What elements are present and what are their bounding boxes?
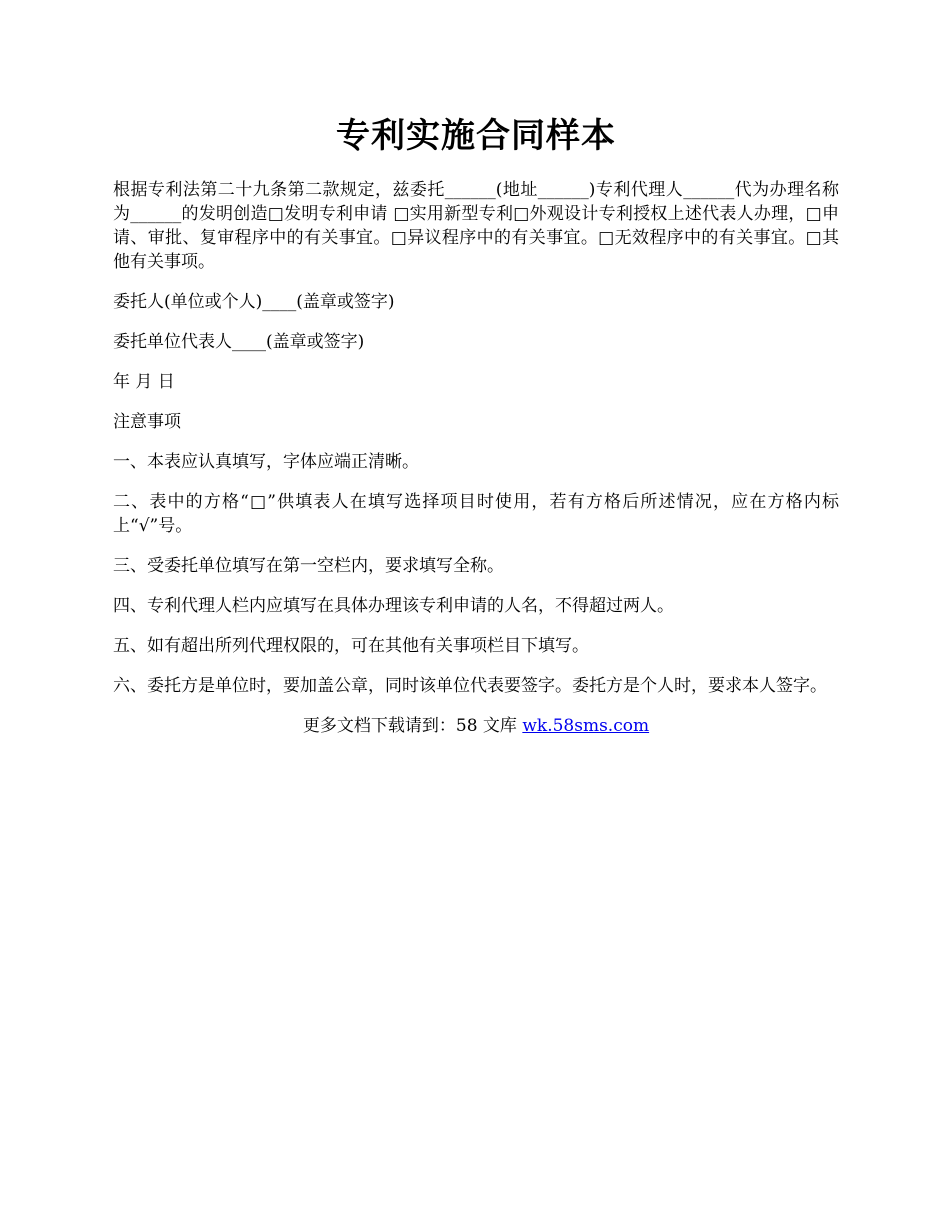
representative-signature-line: 委托单位代表人____(盖章或签字) (113, 332, 365, 352)
note-item-6: 六、委托方是单位时，要加盖公章，同时该单位代表要签字。委托方是个人时，要求本人签字。 (113, 676, 827, 696)
footer-text: 更多文档下载请到：58 文库 (302, 716, 523, 736)
note-item-3: 三、受委托单位填写在第一空栏内，要求填写全称。 (113, 556, 504, 576)
note-item-5: 五、如有超出所列代理权限的，可在其他有关事项栏目下填写。 (113, 636, 589, 656)
download-footer (113, 714, 839, 738)
intro-paragraph: 根据专利法第二十九条第二款规定，兹委托______(地址______)专利代理人______代为办理名称为______的发明创造□发明专利申请 □实用新型专利□外观设计专利授权上述代表人办理，□申请、审批、复审程序中的有关事宜。□异议程序中的有关事宜。□无效程序中的有关事宜。□其他有关事项。 (113, 180, 839, 272)
notes-heading: 注意事项 (113, 412, 181, 432)
note-item-1: 一、本表应认真填写，字体应端正清晰。 (113, 452, 419, 472)
note-item-2: 二、表中的方格“□”供填表人在填写选择项目时使用，若有方格后所述情况，应在方格内标上“√”号。 (113, 492, 839, 536)
footer-link[interactable]: wk.58sms.com (522, 716, 650, 736)
date-line: 年 月 日 (113, 372, 175, 392)
document-title: 专利实施合同样本 (336, 116, 616, 156)
principal-signature-line: 委托人(单位或个人)____(盖章或签字) (113, 292, 395, 312)
note-item-4: 四、专利代理人栏内应填写在具体办理该专利申请的人名，不得超过两人。 (113, 596, 674, 616)
document-page (113, 112, 839, 738)
